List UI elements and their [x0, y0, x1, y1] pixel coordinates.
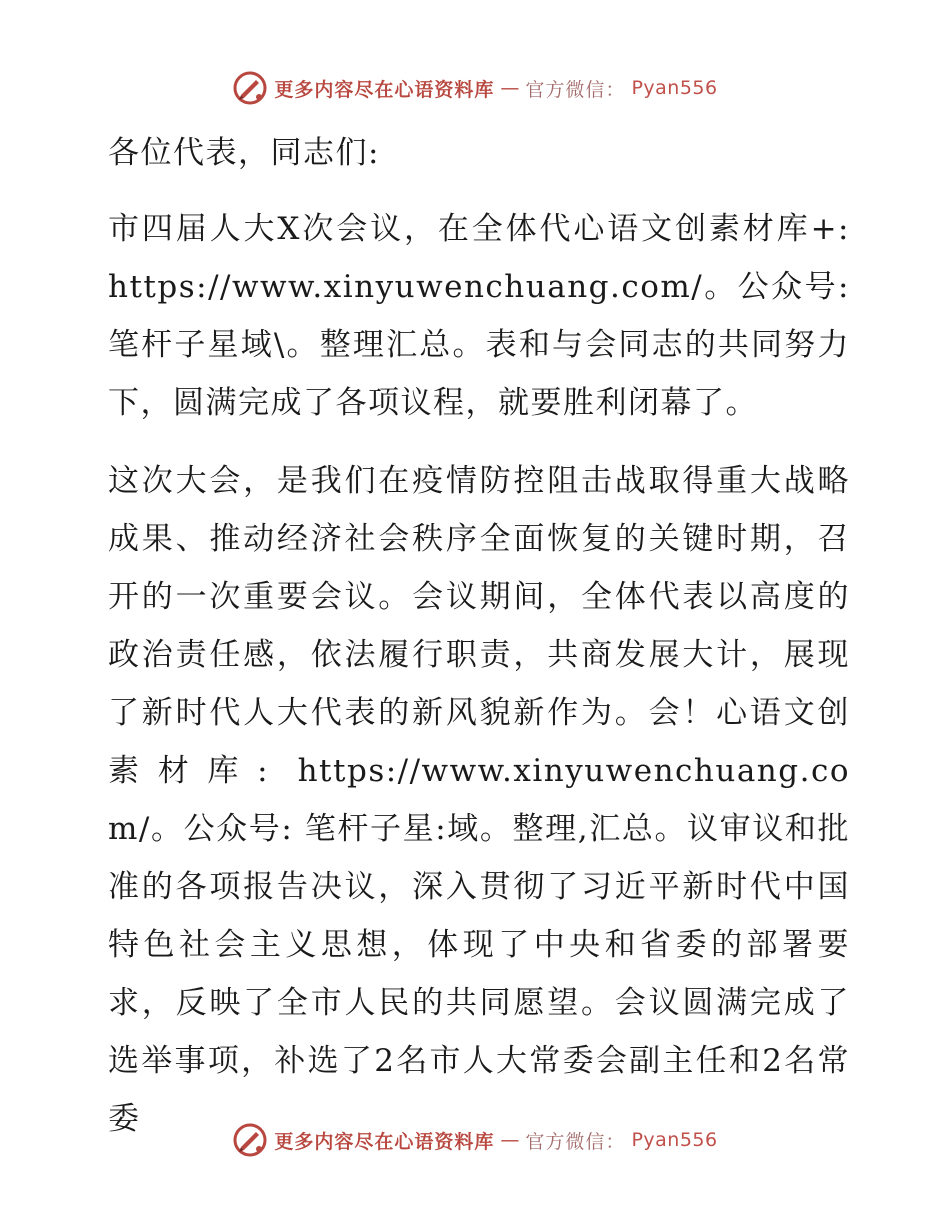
header-separator: — [500, 77, 520, 99]
footer-official-label: 官方微信： [525, 1130, 626, 1153]
pen-seal-logo-icon [232, 1122, 268, 1158]
header-watermark [0, 70, 950, 106]
footer-separator: — [500, 1129, 520, 1151]
footer-account-id: Pyan556 [631, 1129, 718, 1151]
pen-seal-logo-icon [232, 70, 268, 106]
greeting-line: 各位代表，同志们: [108, 135, 380, 171]
paragraph-1: 市四届人大X次会议，在全体代心语文创素材库+: https://www.xinyuwenchuang.com/。公众号: 笔杆子星域\。整理汇总。表和与会同志的共同努力下，圆满完成了各项议程，就要胜利闭幕了。 [108, 211, 850, 421]
footer-promo-text: 更多内容尽在心语资料库 [274, 1130, 495, 1153]
paragraph-2: 这次大会，是我们在疫情防控阻击战取得重大战略成果、推动经济社会秩序全面恢复的关键时期，召开的一次重要会议。会议期间，全体代表以高度的政治责任感，依法履行职责，共商发展大计，展现了新时代人大代表的新风貌新作为。会！心语文创素材库: https://www.xinyuwenchuang.com/。公众号: 笔杆子星:域。整理,汇总。议审议和批准的各项报告决议，深入贯彻了习近平新时代中国特色社会主义思想，体现了中央和省委的部署要求，反映了全市人民的共同愿望。会议圆满完成了选举事项，补选了2名市人大常委会副主任和2名常委 [108, 463, 850, 1137]
header-promo-text: 更多内容尽在心语资料库 [274, 78, 495, 101]
footer-watermark [0, 1122, 950, 1158]
header-account-id: Pyan556 [631, 77, 718, 99]
header-official-label: 官方微信： [525, 78, 626, 101]
document-body [98, 124, 850, 1148]
